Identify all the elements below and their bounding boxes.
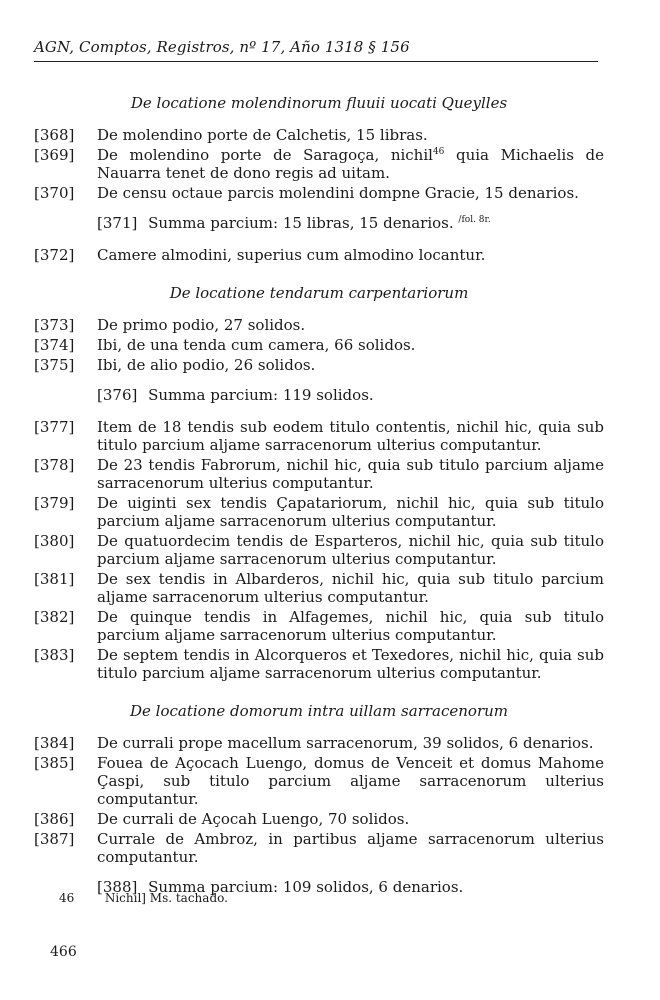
entry — [34, 570, 604, 606]
entry-text: Ibi, de alio podio, 26 solidos. — [97, 356, 316, 374]
entry-number: [382] — [34, 608, 75, 626]
running-head: AGN, Comptos, Registros, nº 17, Año 1318 § 156 — [34, 38, 410, 56]
entry-number: [384] — [34, 734, 75, 752]
entry — [34, 608, 604, 644]
entry-text: De quinque tendis in Alfagemes, nichil hic, quia sub titulo parcium aljame sarracenorum ulterius computantur. — [97, 608, 604, 644]
entry — [34, 246, 604, 264]
entry — [34, 146, 604, 182]
summa-text: Summa parcium: 109 solidos, 6 denarios. — [148, 878, 464, 896]
entry — [34, 810, 604, 828]
section-gap — [34, 684, 604, 702]
summa-text: Summa parcium: 119 solidos. — [148, 386, 374, 404]
entry — [34, 494, 604, 530]
entry — [34, 456, 604, 492]
entry — [34, 316, 604, 334]
entry-text: Currale de Ambroz, in partibus aljame sarracenorum ulterius computantur. — [97, 830, 604, 866]
entry-number: [377] — [34, 418, 75, 436]
summa-line — [97, 214, 604, 232]
entry — [34, 532, 604, 568]
entry-number: [378] — [34, 456, 75, 474]
entry-number: [386] — [34, 810, 75, 828]
entry-number: [380] — [34, 532, 75, 550]
entry-text: De quatuordecim tendis de Esparteros, nichil hic, quia sub titulo parcium aljame sarracenorum ulterius computantur. — [97, 532, 604, 568]
entry — [34, 418, 604, 454]
entry-number: [388] — [97, 878, 138, 896]
entry — [34, 830, 604, 866]
summa-line — [97, 386, 604, 404]
entry — [34, 734, 604, 752]
footnote-number: 46 — [59, 891, 75, 905]
section-title: De locatione tendarum carpentariorum — [169, 284, 469, 302]
entry-number: [383] — [34, 646, 75, 664]
footnote-reference: 46 — [432, 147, 445, 157]
entry-text-part: quia Michaelis de Nauarra tenet de dono regis ad uitam. — [97, 146, 604, 182]
entry-number: [376] — [97, 386, 138, 404]
entry — [34, 336, 604, 354]
footnote-text: Nichil] Ms. tachado. — [104, 891, 228, 905]
entry-text: De uiginti sex tendis Çapatariorum, nichil hic, quia sub titulo parcium aljame sarracenorum ulterius computantur. — [97, 494, 604, 530]
entry-text: De currali de Açocah Luengo, 70 solidos. — [97, 810, 410, 828]
page-number: 466 — [50, 944, 77, 960]
entry-number: [368] — [34, 126, 75, 144]
entry-text-part: De molendino porte de Saragoça, nichil — [97, 146, 433, 164]
entry-text: Ibi, de una tenda cum camera, 66 solidos. — [97, 336, 416, 354]
summa-text: Summa parcium: 15 libras, 15 denarios. — [148, 214, 454, 232]
entry-text: Camere almodini, superius cum almodino locantur. — [97, 246, 486, 264]
entry-text: De sex tendis in Albarderos, nichil hic, quia sub titulo parcium aljame sarracenorum ulterius computantur. — [97, 570, 604, 606]
entry-text: De primo podio, 27 solidos. — [97, 316, 306, 334]
entry — [34, 126, 604, 144]
footnote — [59, 891, 228, 905]
section-title: De locatione domorum intra uillam sarracenorum — [129, 702, 509, 720]
entry-number: [381] — [34, 570, 75, 588]
entry-text: Item de 18 tendis sub eodem titulo contentis, nichil hic, quia sub titulo parcium aljame sarracenorum ulterius computantur. — [97, 418, 604, 454]
entry — [34, 646, 604, 682]
entry-number: [379] — [34, 494, 75, 512]
section-title: De locatione molendinorum fluuii uocati Queylles — [130, 94, 508, 112]
entry-number: [374] — [34, 336, 75, 354]
entry-number: [372] — [34, 246, 75, 264]
entry-number: [371] — [97, 214, 138, 232]
entry-text: De 23 tendis Fabrorum, nichil hic, quia sub titulo parcium aljame sarracenorum ulterius computantur. — [97, 456, 604, 492]
entry-number: [375] — [34, 356, 75, 374]
entry-text — [97, 146, 604, 182]
entry-text: Fouea de Açocach Luengo, domus de Venceit et domus Mahome Çaspi, sub titulo parcium aljame sarracenorum ulterius computantur. — [97, 754, 604, 808]
entry-number: [370] — [34, 184, 75, 202]
entry-text: De currali prope macellum sarracenorum, 39 solidos, 6 denarios. — [97, 734, 594, 752]
folio-marginal-note: /fol. 8r. — [458, 215, 491, 225]
entry — [34, 184, 604, 202]
header-rule — [34, 61, 598, 62]
entry-number: [373] — [34, 316, 75, 334]
entry-text: De molendino porte de Calchetis, 15 libras. — [97, 126, 428, 144]
entry-number: [387] — [34, 830, 75, 848]
entry — [34, 754, 604, 808]
entry — [34, 356, 604, 374]
entry-number: [369] — [34, 146, 75, 164]
document-body — [34, 94, 604, 910]
entry-text: De septem tendis in Alcorqueros et Texedores, nichil hic, quia sub titulo parcium aljame sarracenorum ulterius computantur. — [97, 646, 604, 682]
entry-number: [385] — [34, 754, 75, 772]
section-gap — [34, 266, 604, 284]
entry-text: De censu octaue parcis molendini dompne Gracie, 15 denarios. — [97, 184, 579, 202]
